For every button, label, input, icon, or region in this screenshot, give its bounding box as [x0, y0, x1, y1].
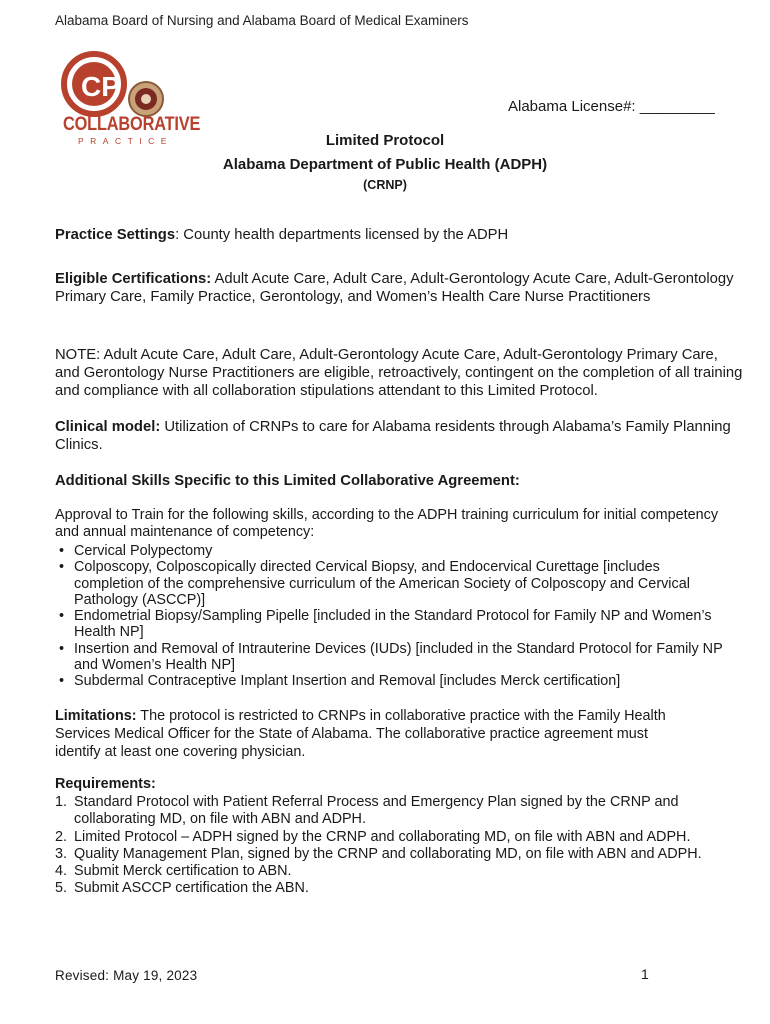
eligible-certifications — [55, 270, 745, 306]
eligible-text: Adult Acute Care, Adult Care, Adult-Gerontology Acute Care, Adult-Gerontology Primary Care, Family Practice, Gerontology, and Women’s Health Care Nurse Practitioners — [55, 271, 734, 305]
eligible-label: Eligible Certifications: — [55, 271, 212, 287]
skill-text: Insertion and Removal of Intrauterine Devices (IUDs) [included in the Standard Protocol for Family NP and Women’s Health NP] — [74, 640, 723, 674]
requirement-text: Submit ASCCP certification the ABN. — [74, 880, 309, 897]
title-crnp: (CRNP) — [363, 178, 407, 192]
requirements-heading: Requirements: — [55, 776, 156, 792]
list-item: 3. Quality Management Plan, signed by the CRNP and collaborating MD, on file with ABN and ADPH. — [55, 845, 702, 862]
requirements-list — [55, 794, 705, 898]
note-paragraph: NOTE: Adult Acute Care, Adult Care, Adult-Gerontology Acute Care, Adult-Gerontology Primary Care, and Gerontology Nurse Practitioners are eligible, retroactively, contingent on the completion of all training and compliance with all collaboration stipulations attendant to this Limited Protocol. — [55, 347, 743, 399]
practice-settings-label: Practice Settings — [55, 227, 176, 243]
practice-settings — [55, 226, 745, 244]
list-item: • Subdermal Contraceptive Implant Insertion and Removal [includes Merck certification] — [59, 673, 621, 690]
list-item: 1. Standard Protocol with Patient Referral Process and Emergency Plan signed by the CRNP and collaborating MD, on file with ABN and ADPH. — [55, 794, 679, 828]
skill-text: Subdermal Contraceptive Implant Insertion and Removal [includes Merck certification] — [74, 673, 621, 690]
clinical-label: Clinical model: — [55, 419, 161, 435]
requirement-text: Submit Merck certification to ABN. — [74, 863, 292, 880]
list-item: 5. Submit ASCCP certification the ABN. — [55, 880, 309, 897]
limitations — [55, 707, 675, 761]
skill-text: Cervical Polypectomy — [74, 543, 213, 559]
skills-list — [55, 543, 725, 690]
practice-settings-text: : County health departments licensed by the ADPH — [175, 227, 509, 243]
requirement-text: Limited Protocol – ADPH signed by the CRNP and collaborating MD, on file with ABN and ADPH. — [74, 828, 691, 845]
title-adph: Alabama Department of Public Health (ADPH) — [222, 156, 548, 173]
logo-word-practice: PRACTICE — [78, 136, 173, 146]
logo-word-collaborative: COLLABORATIVE — [63, 114, 201, 135]
list-item: 2. Limited Protocol – ADPH signed by the CRNP and collaborating MD, on file with ABN and ADPH. — [55, 828, 691, 845]
revised-date: Revised: May 19, 2023 — [55, 968, 198, 983]
header-organization: Alabama Board of Nursing and Alabama Board of Medical Examiners — [55, 13, 469, 28]
list-item: • Cervical Polypectomy — [59, 543, 213, 559]
requirement-text: Quality Management Plan, signed by the CRNP and collaborating MD, on file with ABN and ADPH. — [74, 845, 702, 862]
requirement-text: Standard Protocol with Patient Referral Process and Emergency Plan signed by the CRNP and collaborating MD, on file with ABN and ADPH. — [74, 794, 679, 828]
logo-monogram: CP — [81, 71, 120, 102]
skills-heading: Additional Skills Specific to this Limited Collaborative Agreement: — [55, 473, 520, 489]
limitations-text: The protocol is restricted to CRNPs in collaborative practice with the Family Health Services Medical Officer for the State of Alabama. The collaborative practice agreement must identify at least one covering physician. — [55, 708, 666, 760]
page-number: 1 — [641, 966, 649, 982]
list-item: • Endometrial Biopsy/Sampling Pipelle [included in the Standard Protocol for Family NP and Women’s Health NP] — [59, 608, 712, 641]
alabama-license-field: Alabama License#: _________ — [508, 98, 715, 115]
logo-emblem — [60, 50, 175, 120]
skill-text: Endometrial Biopsy/Sampling Pipelle [included in the Standard Protocol for Family NP and Women’s Health NP] — [74, 608, 712, 641]
clinical-model — [55, 418, 745, 454]
list-item: • Colposcopy, Colposcopically directed Cervical Biopsy, and Endocervical Curettage [includes completion of the comprehensive curriculum of the American Society of Colposcopy and Cervical Pathology (ASCCP)] — [59, 559, 690, 608]
list-item: • Insertion and Removal of Intrauterine Devices (IUDs) [included in the Standard Protocol for Family NP and Women’s Health NP] — [59, 640, 723, 674]
limitations-label: Limitations: — [55, 708, 137, 724]
skill-text: Colposcopy, Colposcopically directed Cervical Biopsy, and Endocervical Curettage [includes completion of the comprehensive curriculum of the American Society of Colposcopy and Cervical Pathology (ASCCP)] — [74, 559, 690, 608]
approval-paragraph: Approval to Train for the following skills, according to the ADPH training curriculum for initial competency and annual maintenance of competency: — [55, 507, 719, 540]
clinical-text: Utilization of CRNPs to care for Alabama residents through Alabama’s Family Planning Clinics. — [55, 419, 731, 453]
list-item: 4. Submit Merck certification to ABN. — [55, 863, 292, 880]
title-limited-protocol: Limited Protocol — [325, 132, 445, 149]
